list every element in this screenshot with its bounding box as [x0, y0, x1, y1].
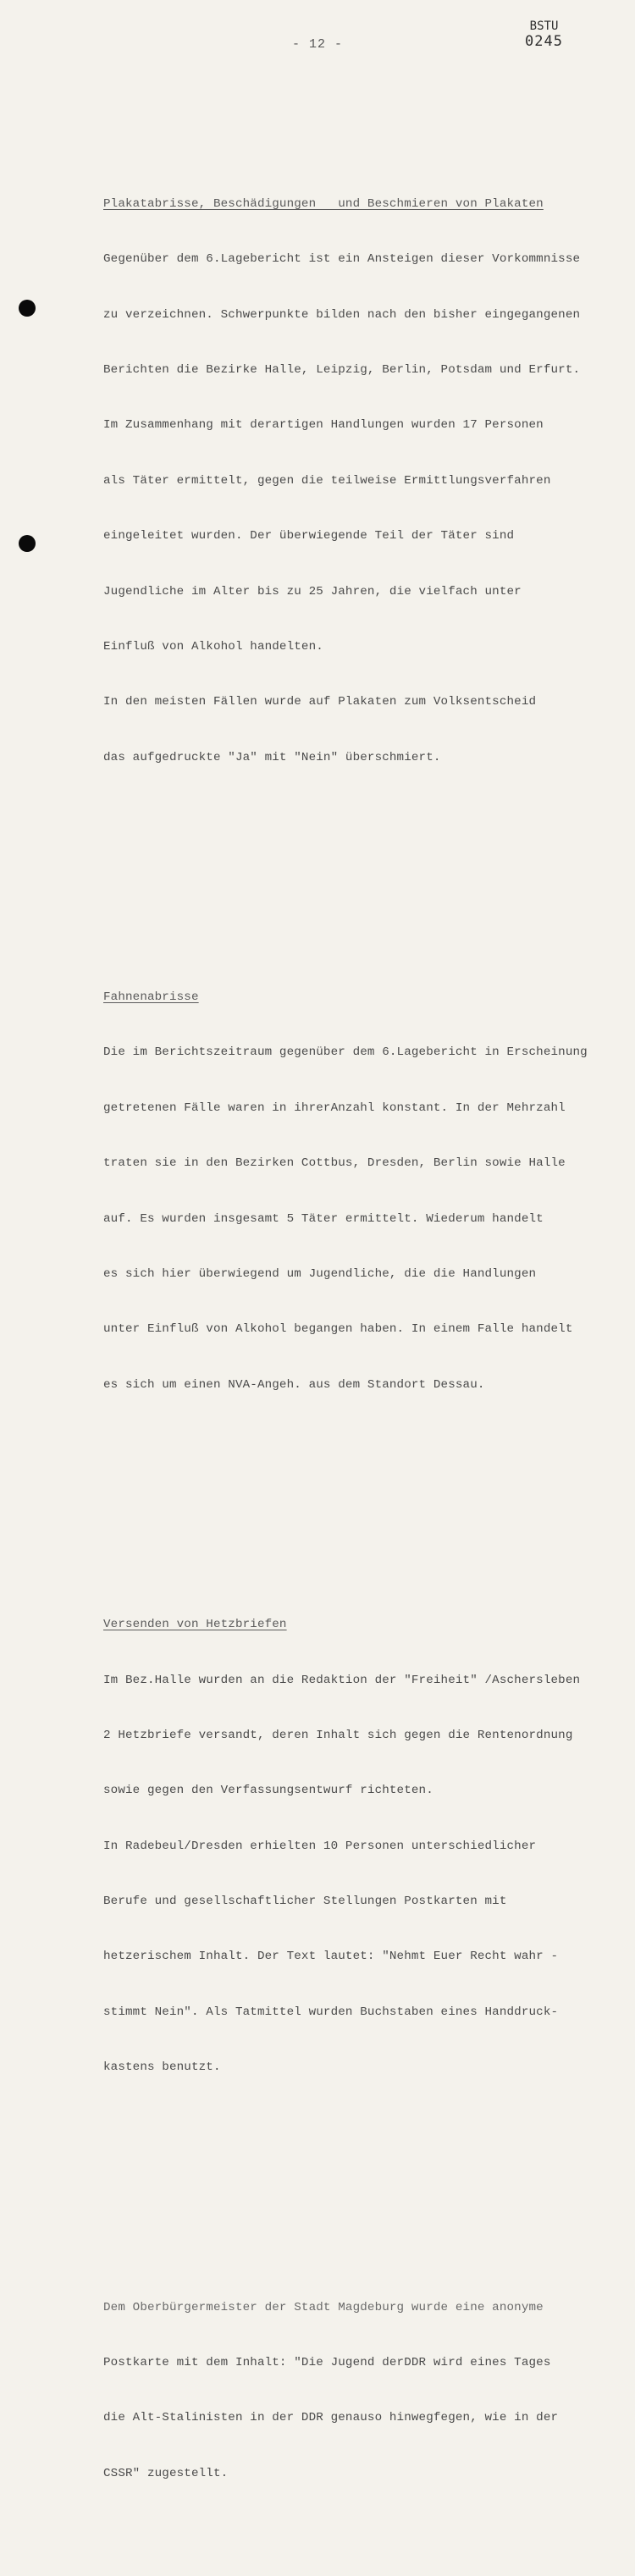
stamp-line-1: BSTU	[529, 19, 559, 33]
text-line: Im Bez.Halle wurden an die Redaktion der "Freiheit" /Aschersleben	[103, 1673, 581, 1687]
text-line: Postkarte mit dem Inhalt: "Die Jugend derDDR wird eines Tages	[103, 2356, 551, 2370]
text-line: die Alt-Stalinisten in der DDR genauso hinwegfegen, wie in der	[103, 2411, 559, 2425]
text-line: das aufgedruckte "Ja" mit "Nein" überschmiert.	[103, 750, 441, 764]
section-magdeburg	[103, 2262, 603, 2520]
text-line: getretenen Fälle waren in ihrerAnzahl konstant. In der Mehrzahl	[103, 1100, 566, 1115]
text-line: 2 Hetzbriefe versandt, deren Inhalt sich gegen die Rentenordnung	[103, 1728, 573, 1742]
punch-hole-bottom	[19, 535, 36, 552]
section-fahnenabrisse	[103, 952, 603, 1431]
text-line: Berichten die Bezirke Halle, Leipzig, Berlin, Potsdam und Erfurt.	[103, 362, 581, 377]
text-line: unter Einfluß von Alkohol begangen haben. In einem Falle handelt	[103, 1322, 573, 1337]
text-line: In Radebeul/Dresden erhielten 10 Personen unterschiedlicher	[103, 1839, 537, 1853]
text-line: Gegenüber dem 6.Lagebericht ist ein Ansteigen dieser Vorkommnisse	[103, 252, 581, 267]
punch-hole-top	[19, 300, 36, 317]
text-line: Dem Oberbürgermeister der Stadt Magdeburg wurde eine anonyme	[103, 2300, 544, 2314]
text-line: Jugendliche im Alter bis zu 25 Jahren, die vielfach unter	[103, 584, 522, 598]
text-line: Im Zusammenhang mit derartigen Handlungen wurden 17 Personen	[103, 418, 544, 433]
section-heading: Versenden von Hetzbriefen	[103, 1618, 287, 1632]
text-line: CSSR" zugestellt.	[103, 2466, 229, 2480]
document-body	[103, 85, 603, 2576]
section-heading: Fahnenabrisse	[103, 990, 199, 1005]
text-line: kastens benutzt.	[103, 2060, 221, 2075]
text-line: auf. Es wurden insgesamt 5 Täter ermittelt. Wiederum handelt	[103, 1211, 544, 1226]
text-line: Die im Berichtszeitraum gegenüber dem 6.Lagebericht in Erscheinung	[103, 1045, 588, 1060]
text-line: In den meisten Fällen wurde auf Plakaten zum Volksentscheid	[103, 695, 537, 709]
text-line: eingeleitet wurden. Der überwiegende Teil der Täter sind	[103, 529, 515, 543]
text-line: sowie gegen den Verfassungsentwurf richteten.	[103, 1784, 433, 1798]
page-number: - 12 -	[291, 37, 343, 52]
text-line: Einfluß von Alkohol handelten.	[103, 639, 323, 654]
section-heading: Plakatabrisse, Beschädigungen und Beschmieren von Plakaten	[103, 196, 544, 211]
paragraph-gap	[103, 2170, 603, 2188]
paragraph-gap	[103, 859, 603, 878]
text-line: stimmt Nein". Als Tatmittel wurden Buchstaben eines Handdruck-	[103, 2005, 559, 2019]
text-line: es sich hier überwiegend um Jugendliche, die die Handlungen	[103, 1267, 537, 1281]
text-line: als Täter ermittelt, gegen die teilweise Ermittlungsverfahren	[103, 473, 551, 488]
text-line: Berufe und gesellschaftlicher Stellungen Postkarten mit	[103, 1895, 507, 1909]
text-line: zu verzeichnen. Schwerpunkte bilden nach den bisher eingegangenen	[103, 307, 581, 322]
paragraph-gap	[103, 1487, 603, 1506]
text-line: hetzerischem Inhalt. Der Text lautet: "Nehmt Euer Recht wahr -	[103, 1950, 559, 1964]
stamp-line-2: 0245	[525, 33, 563, 50]
section-plakatabrisse	[103, 158, 603, 804]
text-line: traten sie in den Bezirken Cottbus, Dresden, Berlin sowie Halle	[103, 1156, 566, 1171]
text-line: es sich um einen NVA-Angeh. aus dem Standort Dessau.	[103, 1377, 485, 1392]
section-hetzbriefe	[103, 1580, 603, 2115]
